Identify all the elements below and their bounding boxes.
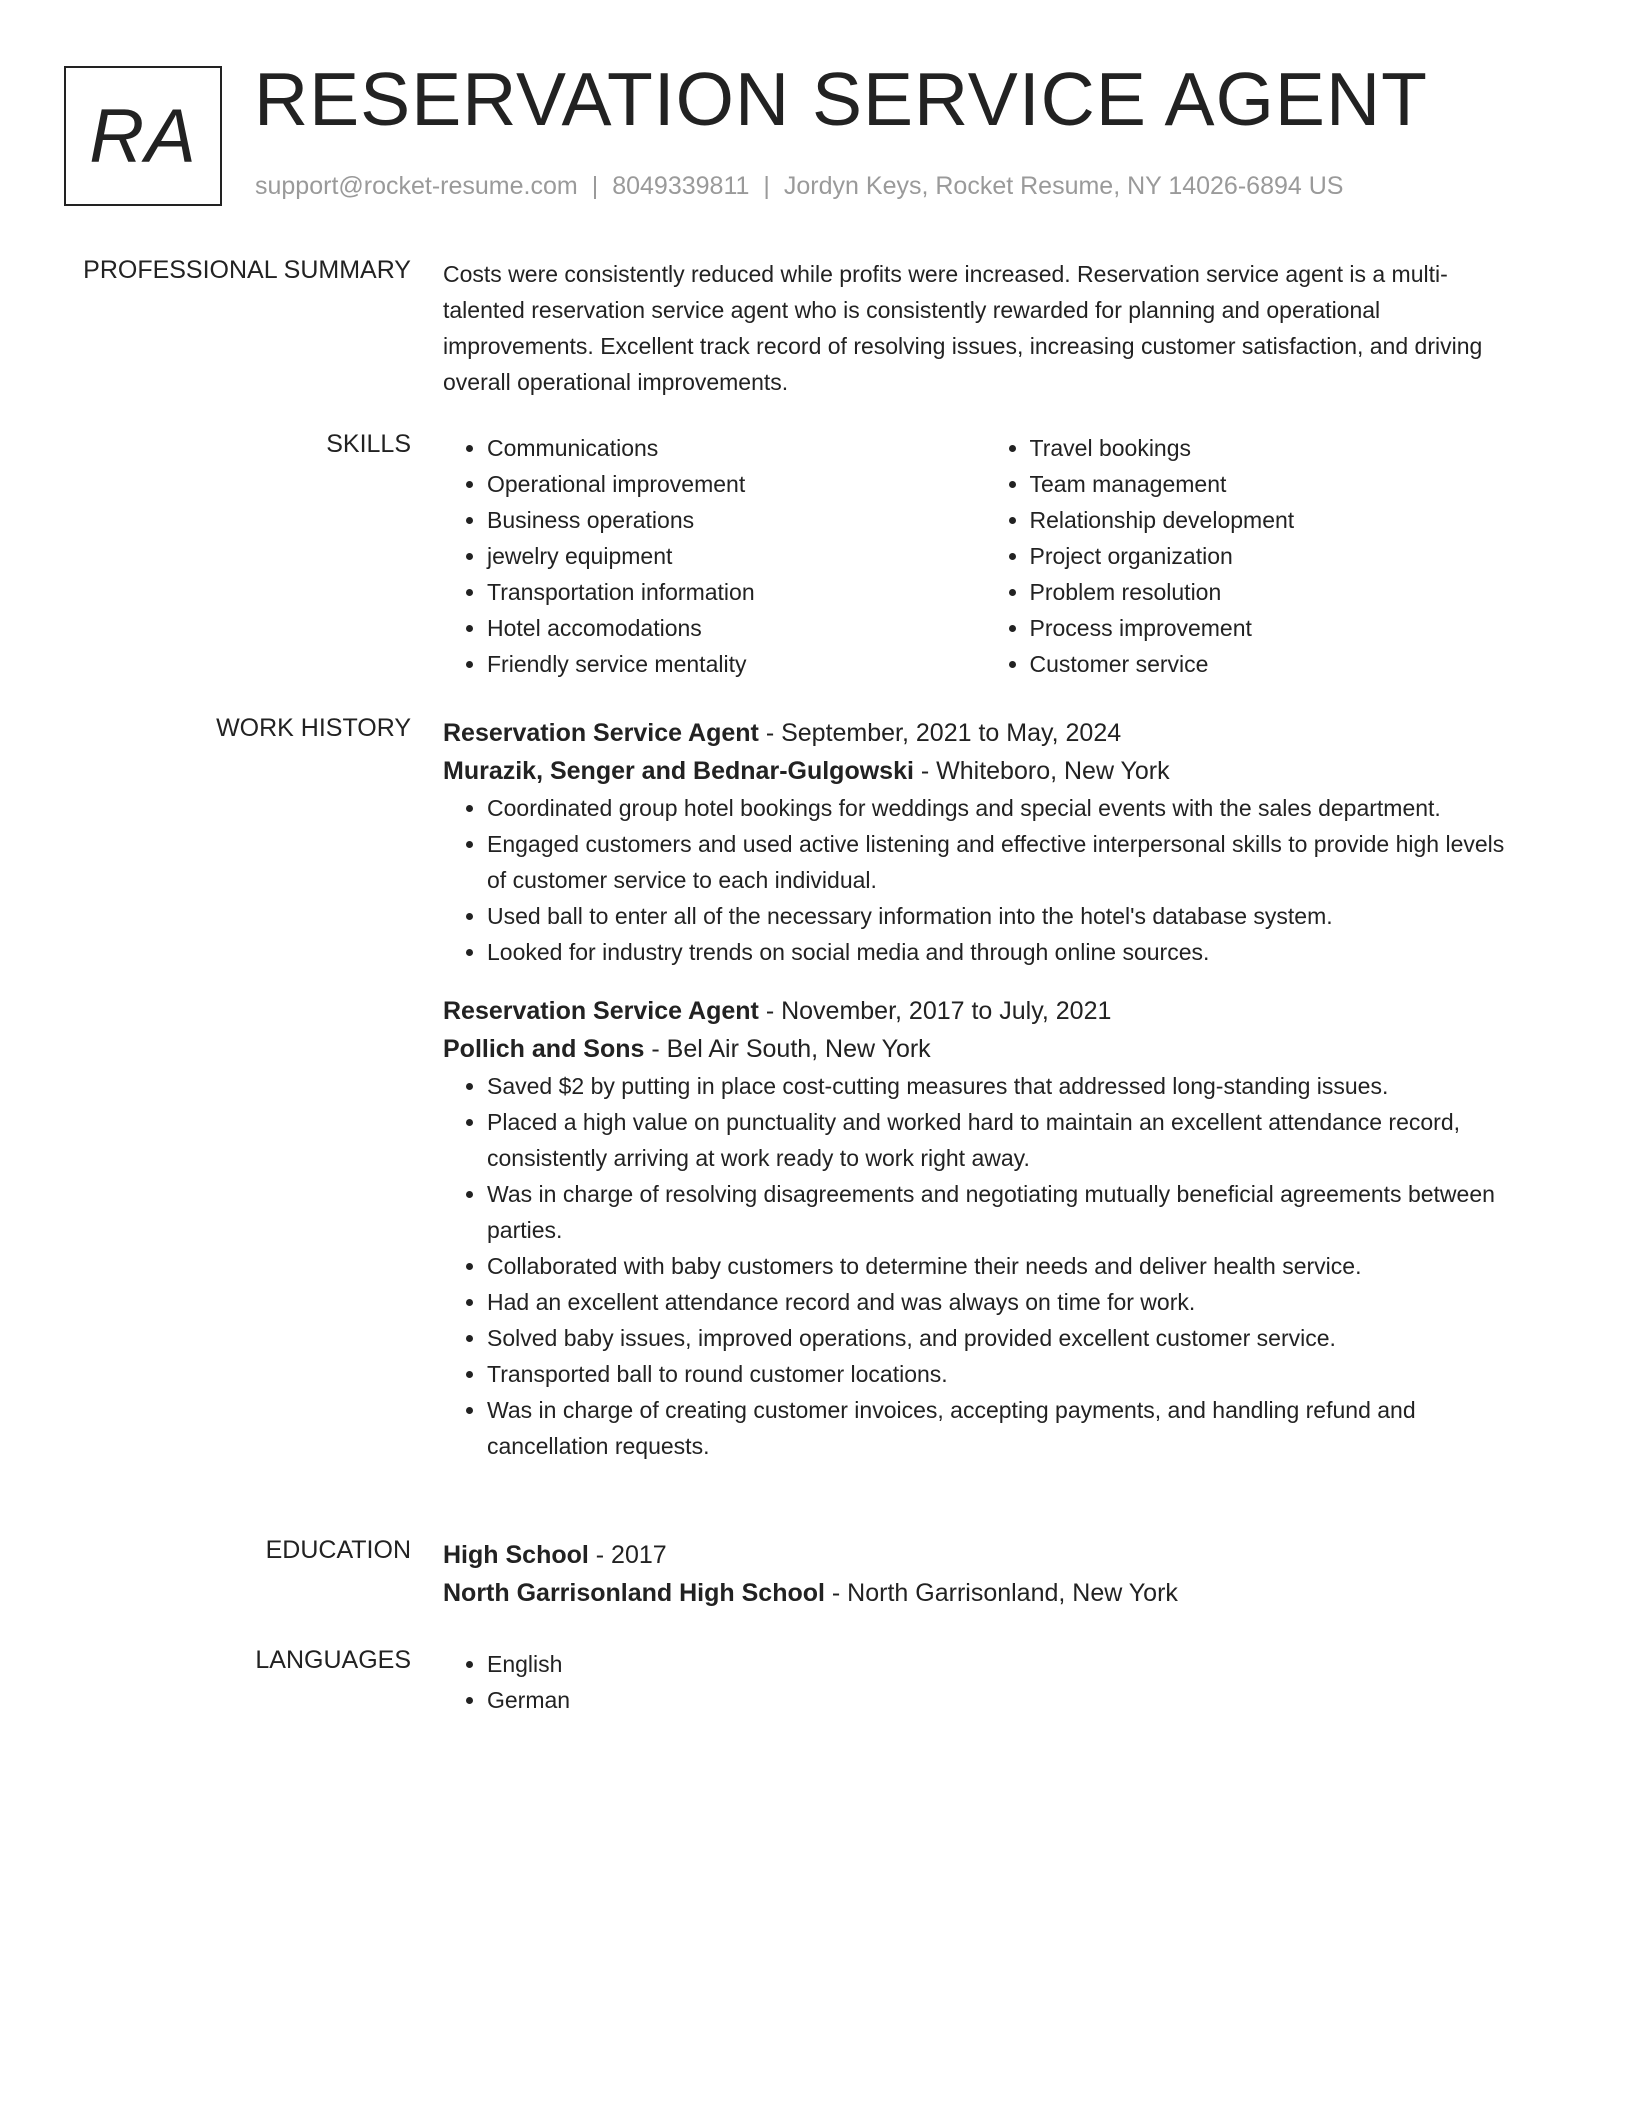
- job-duty: • Engaged customers and used active listening and effective interpersonal skills to provide high levels of customer service to each individual.: [487, 826, 1528, 898]
- skill-item: • Business operations: [487, 502, 986, 538]
- education-degree: High School: [443, 1541, 589, 1569]
- section-heading: EDUCATION: [265, 1536, 411, 1564]
- job-org-line: [443, 1030, 1528, 1068]
- job-duty: • Collaborated with baby customers to determine their needs and deliver health service.: [487, 1248, 1528, 1284]
- job-duty: • Transported ball to round customer locations.: [487, 1356, 1528, 1392]
- section-heading: SKILLS: [326, 430, 411, 458]
- job-location: - Whiteboro, New York: [913, 757, 1170, 785]
- language-item: • English: [487, 1646, 1528, 1682]
- skills-list: [443, 430, 986, 682]
- skill-item: • Friendly service mentality: [487, 646, 986, 682]
- languages-list: [443, 1646, 1528, 1718]
- education-school-line: [443, 1574, 1528, 1612]
- skills-list: [986, 430, 1529, 682]
- job-duties-list: [443, 790, 1528, 970]
- summary-text: Costs were consistently reduced while profits were increased. Reservation service agent is a multi-talented reservation service agent who is consistently rewarded for planning and operational improvements. Excellent track record of resolving issues, increasing customer satisfaction, and driving overall operational improvements.: [443, 261, 1483, 395]
- skill-item: • Operational improvement: [487, 466, 986, 502]
- job-company: Pollich and Sons: [443, 1035, 645, 1063]
- skills-body: [443, 430, 1528, 682]
- job-org-line: [443, 752, 1528, 790]
- education-body: [443, 1536, 1528, 1612]
- contact-address: Jordyn Keys, Rocket Resume, NY 14026-6894 US: [783, 172, 1344, 200]
- skill-item: • Problem resolution: [1030, 574, 1529, 610]
- education-year: - 2017: [588, 1541, 667, 1569]
- resume-title: RESERVATION SERVICE AGENT: [254, 57, 1428, 141]
- skill-item: • Team management: [1030, 466, 1529, 502]
- education-school: North Garrisonland High School: [443, 1579, 825, 1607]
- section-heading: LANGUAGES: [255, 1646, 411, 1674]
- job-title: Reservation Service Agent: [443, 997, 759, 1025]
- skills-column-right: [986, 430, 1529, 682]
- language-item: • German: [487, 1682, 1528, 1718]
- work-history-body: [443, 714, 1528, 1486]
- languages-body: [443, 1646, 1528, 1718]
- skill-item: • Hotel accomodations: [487, 610, 986, 646]
- section-heading: PROFESSIONAL SUMMARY: [83, 256, 411, 284]
- job-dates: - September, 2021 to May, 2024: [758, 719, 1122, 747]
- skill-item: • jewelry equipment: [487, 538, 986, 574]
- section-heading: WORK HISTORY: [216, 714, 411, 742]
- job-title-line: [443, 714, 1528, 752]
- skill-item: • Project organization: [1030, 538, 1529, 574]
- skill-item: • Communications: [487, 430, 986, 466]
- job-dates: - November, 2017 to July, 2021: [758, 997, 1112, 1025]
- education-degree-line: [443, 1536, 1528, 1574]
- contact-separator: |: [591, 172, 599, 200]
- job-entry: [443, 992, 1528, 1464]
- job-duty: • Was in charge of creating customer invoices, accepting payments, and handling refund and cancellation requests.: [487, 1392, 1528, 1464]
- job-duty: • Coordinated group hotel bookings for weddings and special events with the sales department.: [487, 790, 1528, 826]
- job-duty: • Saved $2 by putting in place cost-cutting measures that addressed long-standing issues.: [487, 1068, 1528, 1104]
- job-company: Murazik, Senger and Bednar-Gulgowski: [443, 757, 914, 785]
- monogram-initials: RA: [89, 93, 197, 179]
- job-duty: • Placed a high value on punctuality and worked hard to maintain an excellent attendance record, consistently arriving at work ready to work right away.: [487, 1104, 1528, 1176]
- job-entry: [443, 714, 1528, 970]
- skill-item: • Travel bookings: [1030, 430, 1529, 466]
- education-location: - North Garrisonland, New York: [824, 1579, 1178, 1607]
- skill-item: • Relationship development: [1030, 502, 1529, 538]
- monogram-badge: [64, 66, 222, 206]
- contact-email[interactable]: support@rocket-resume.com: [255, 172, 578, 200]
- job-duty: • Had an excellent attendance record and was always on time for work.: [487, 1284, 1528, 1320]
- job-duty: • Solved baby issues, improved operations, and provided excellent customer service.: [487, 1320, 1528, 1356]
- job-duty: • Used ball to enter all of the necessary information into the hotel's database system.: [487, 898, 1528, 934]
- job-title: Reservation Service Agent: [443, 719, 759, 747]
- contact-line: [255, 172, 1343, 201]
- skills-grid: [443, 430, 1528, 682]
- job-duty: • Looked for industry trends on social media and through online sources.: [487, 934, 1528, 970]
- skills-column-left: [443, 430, 986, 682]
- job-title-line: [443, 992, 1528, 1030]
- skill-item: • Customer service: [1030, 646, 1529, 682]
- skill-item: • Process improvement: [1030, 610, 1529, 646]
- job-duties-list: [443, 1068, 1528, 1464]
- job-location: - Bel Air South, New York: [644, 1035, 931, 1063]
- contact-separator: |: [763, 172, 770, 200]
- job-duty: • Was in charge of resolving disagreements and negotiating mutually beneficial agreements between parties.: [487, 1176, 1528, 1248]
- skill-item: • Transportation information: [487, 574, 986, 610]
- summary-body: [443, 256, 1528, 400]
- contact-phone[interactable]: 8049339811: [612, 172, 750, 200]
